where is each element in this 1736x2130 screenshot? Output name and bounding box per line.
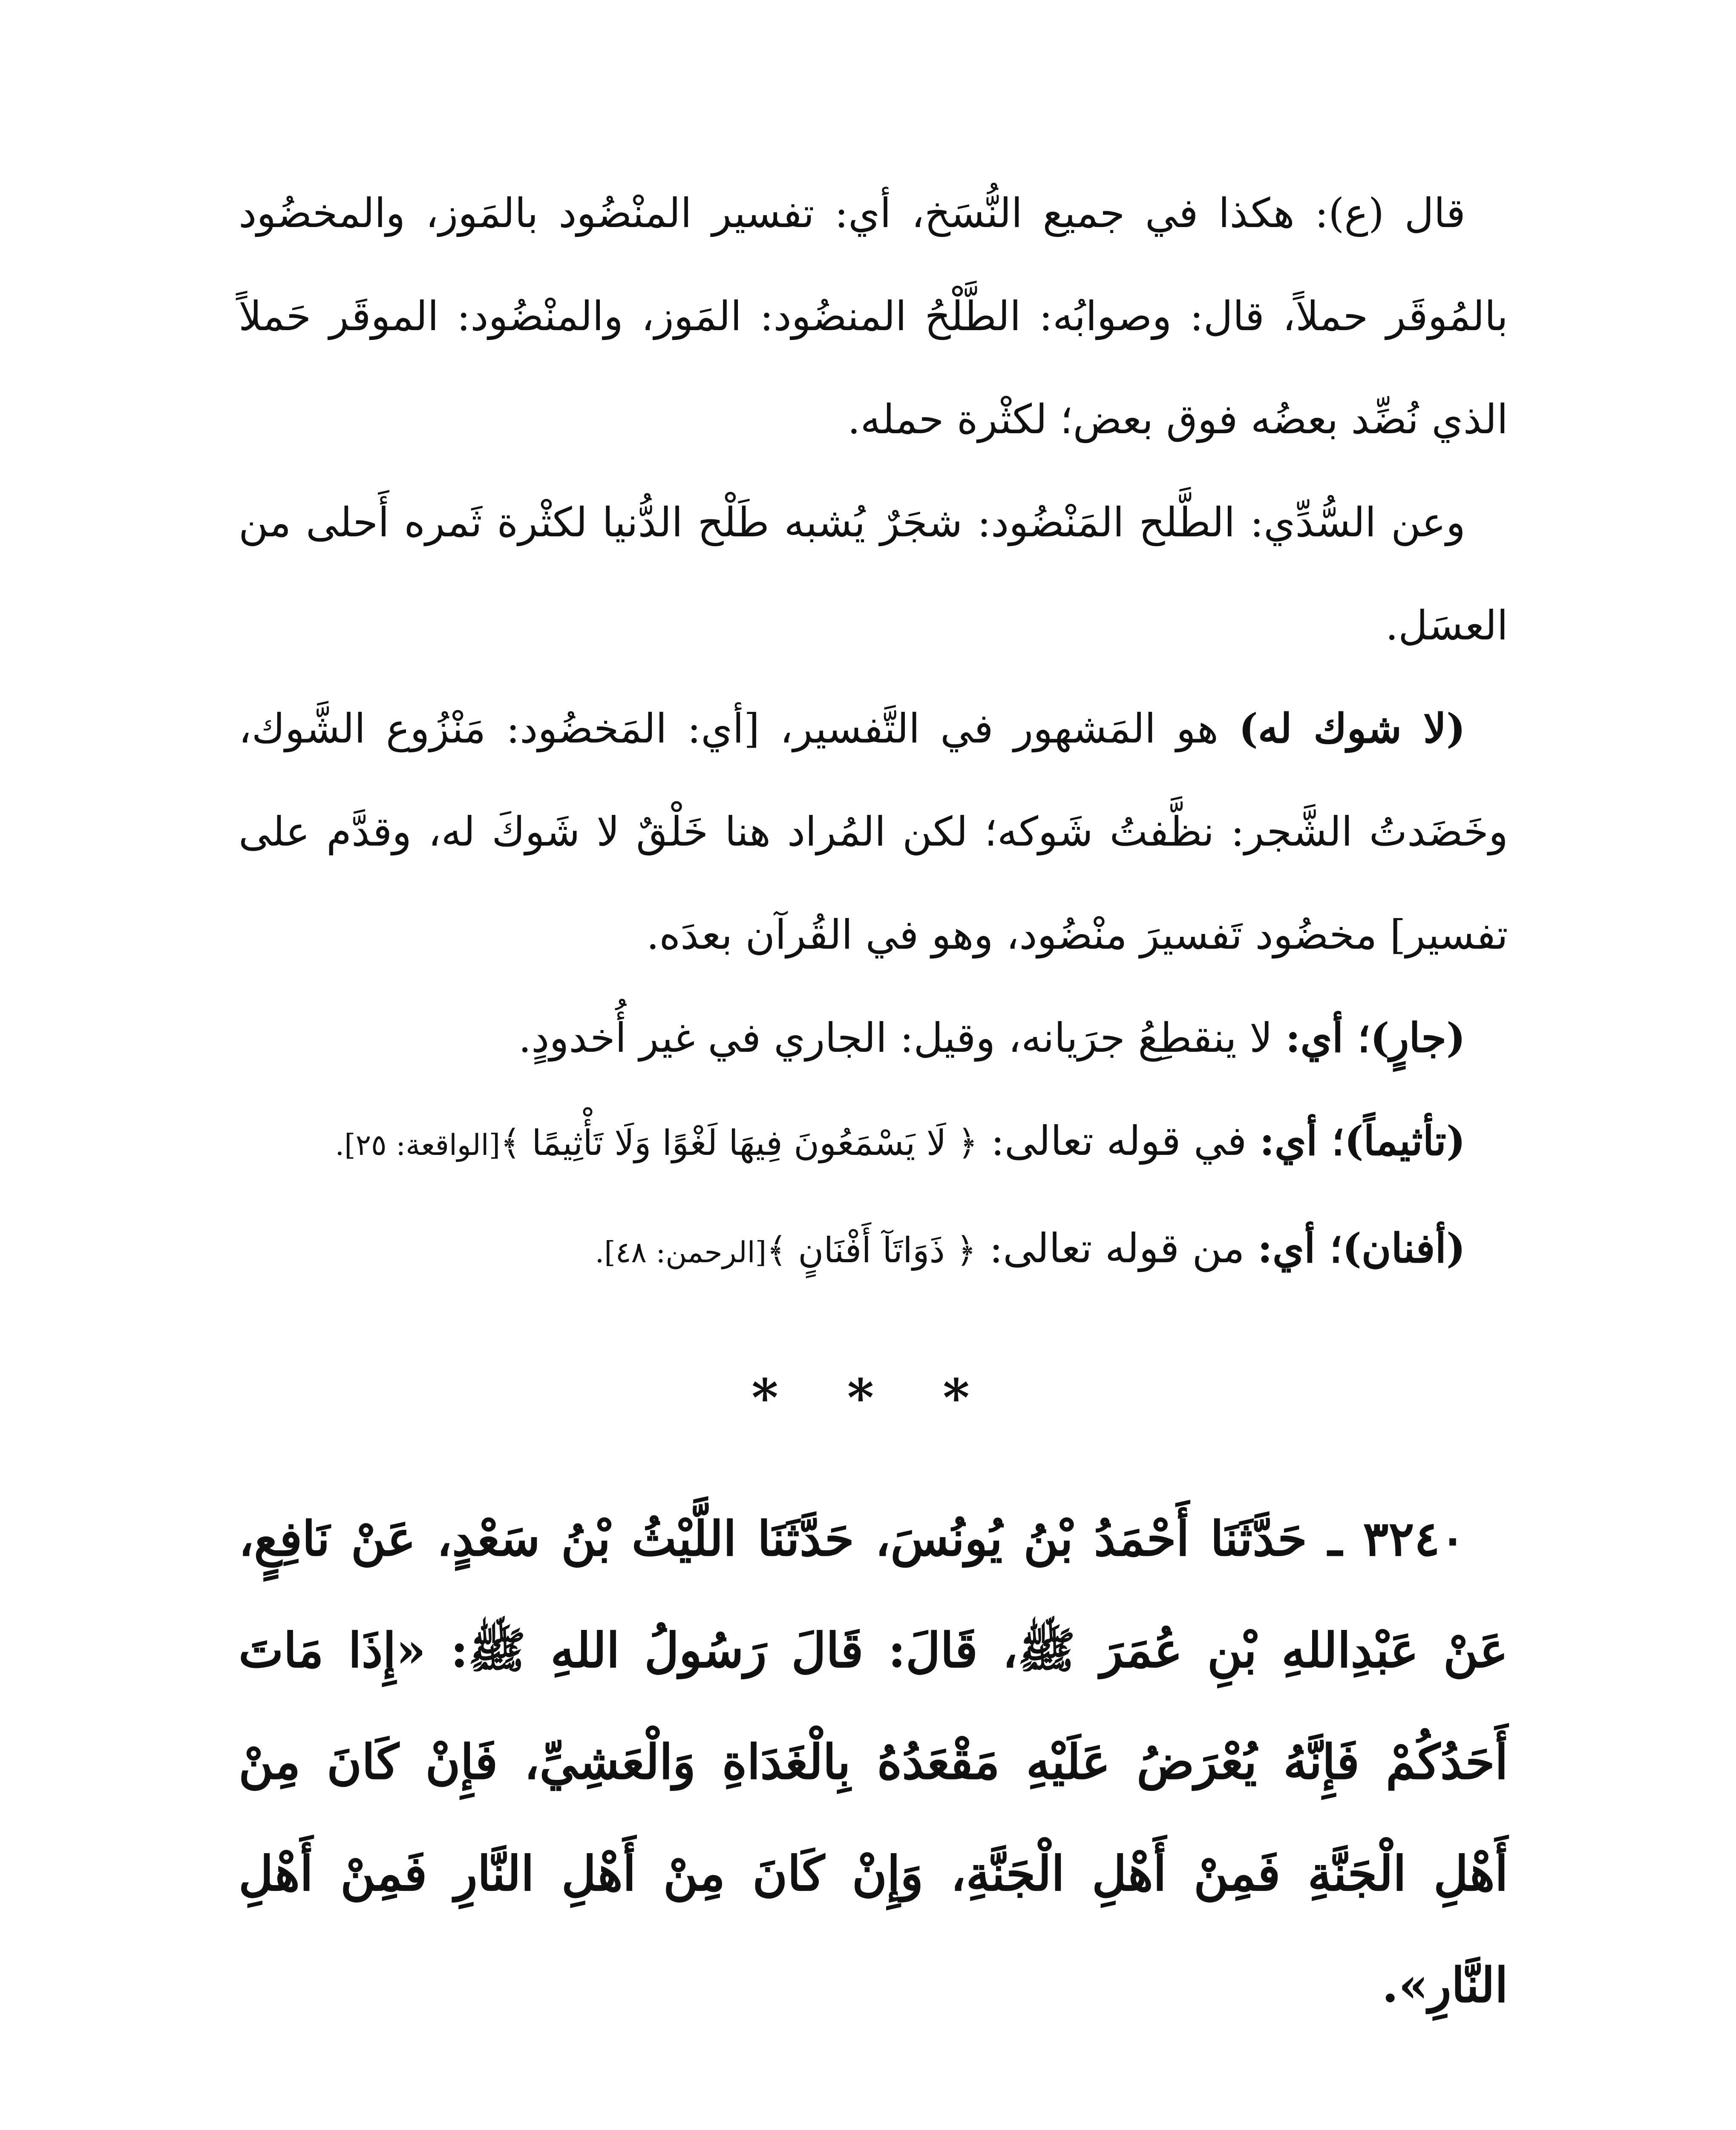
quran-verse: ﴿ لَا يَسْمَعُونَ فِيهَا لَغْوًا وَلَا تَأْثِيمًا ﴾ (500, 1123, 978, 1163)
section-separator: * * * (751, 1368, 995, 1428)
verse-reference: [الواقعة: ٢٥]. (335, 1128, 501, 1162)
quran-verse: ﴿ ذَوَاتَآ أَفْنَانٍ ﴾ (766, 1230, 977, 1271)
commentary-paragraph-3 (239, 677, 1508, 987)
commentary-paragraph-6 (239, 1197, 1508, 1304)
lemma-text: من قوله تعالى: (976, 1225, 1258, 1272)
lemma-text: هو المَشهور في التَّفسير، [أي: المَخضُود: مَنْزُوع الشَّوك، وخَضَدتُ الشَّجر: نظَّفتُ شَوكه؛ لكن المُراد هنا خَلْقٌ لا شَوكَ له، وقدَّم على تفسير] مخضُود تَفسيرَ منْضُود، وهو في القُرآن بعدَه. (239, 705, 1508, 958)
hadith-number: ٣٢٤٠ ـ (1328, 1511, 1465, 1567)
lemma-label: (لا شوك له) (1238, 705, 1465, 752)
commentary-paragraph-4 (239, 987, 1508, 1090)
commentary-paragraph-1: قال (ع): هكذا في جميع النُّسَخ، أي: تفسير المنْضُود بالمَوز، والمخضُود بالمُوقَر حملاً، قال: وصوابُه: الطَّلْحُ المنضُود: المَوز، والمنْضُود: الموقَر حَملاً الذي نُضِّد بعضُه فوق بعض؛ لكثْرة حمله. (239, 190, 1508, 443)
lemma-label: (جارٍ)؛ أي: (1285, 1014, 1465, 1062)
page-content (239, 162, 1508, 2130)
commentary-paragraph-5 (239, 1090, 1508, 1197)
lemma-label: (تأثيماً)؛ أي: (1259, 1117, 1465, 1165)
hadith-body: حَدَّثَنَا أَحْمَدُ بْنُ يُونُسَ، حَدَّثَنَا اللَّيْثُ بْنُ سَعْدٍ، عَنْ نَافِعٍ، عَنْ عَبْدِاللهِ بْنِ عُمَرَ ﷺ، قَالَ: قَالَ رَسُولُ اللهِ ﷺ: «إِذَا مَاتَ أَحَدُكُمْ فَإِنَّهُ يُعْرَضُ عَلَيْهِ مَقْعَدُهُ بِالْغَدَاةِ وَالْعَشِيِّ، فَإِنْ كَانَ مِنْ أَهْلِ الْجَنَّةِ فَمِنْ أَهْلِ الْجَنَّةِ، وَإِنْ كَانَ مِنْ أَهْلِ النَّارِ فَمِنْ أَهْلِ النَّارِ». (239, 1511, 1508, 2013)
lemma-label: (أفنان)؛ أي: (1257, 1225, 1465, 1272)
lemma-text: في قوله تعالى: (978, 1118, 1260, 1165)
verse-reference: [الرحمن: ٤٨]. (595, 1236, 767, 1269)
hadith-text (239, 1483, 1508, 2041)
commentary-paragraph-2: وعن السُّدِّي: الطَّلح المَنْضُود: شجَرٌ يُشبه طَلْح الدُّنيا لكثْرة ثَمره أَحلى من العسَل. (239, 499, 1508, 649)
lemma-text: لا ينقطِعُ جرَيانه، وقيل: الجاري في غير أُخدودٍ. (518, 1015, 1286, 1062)
